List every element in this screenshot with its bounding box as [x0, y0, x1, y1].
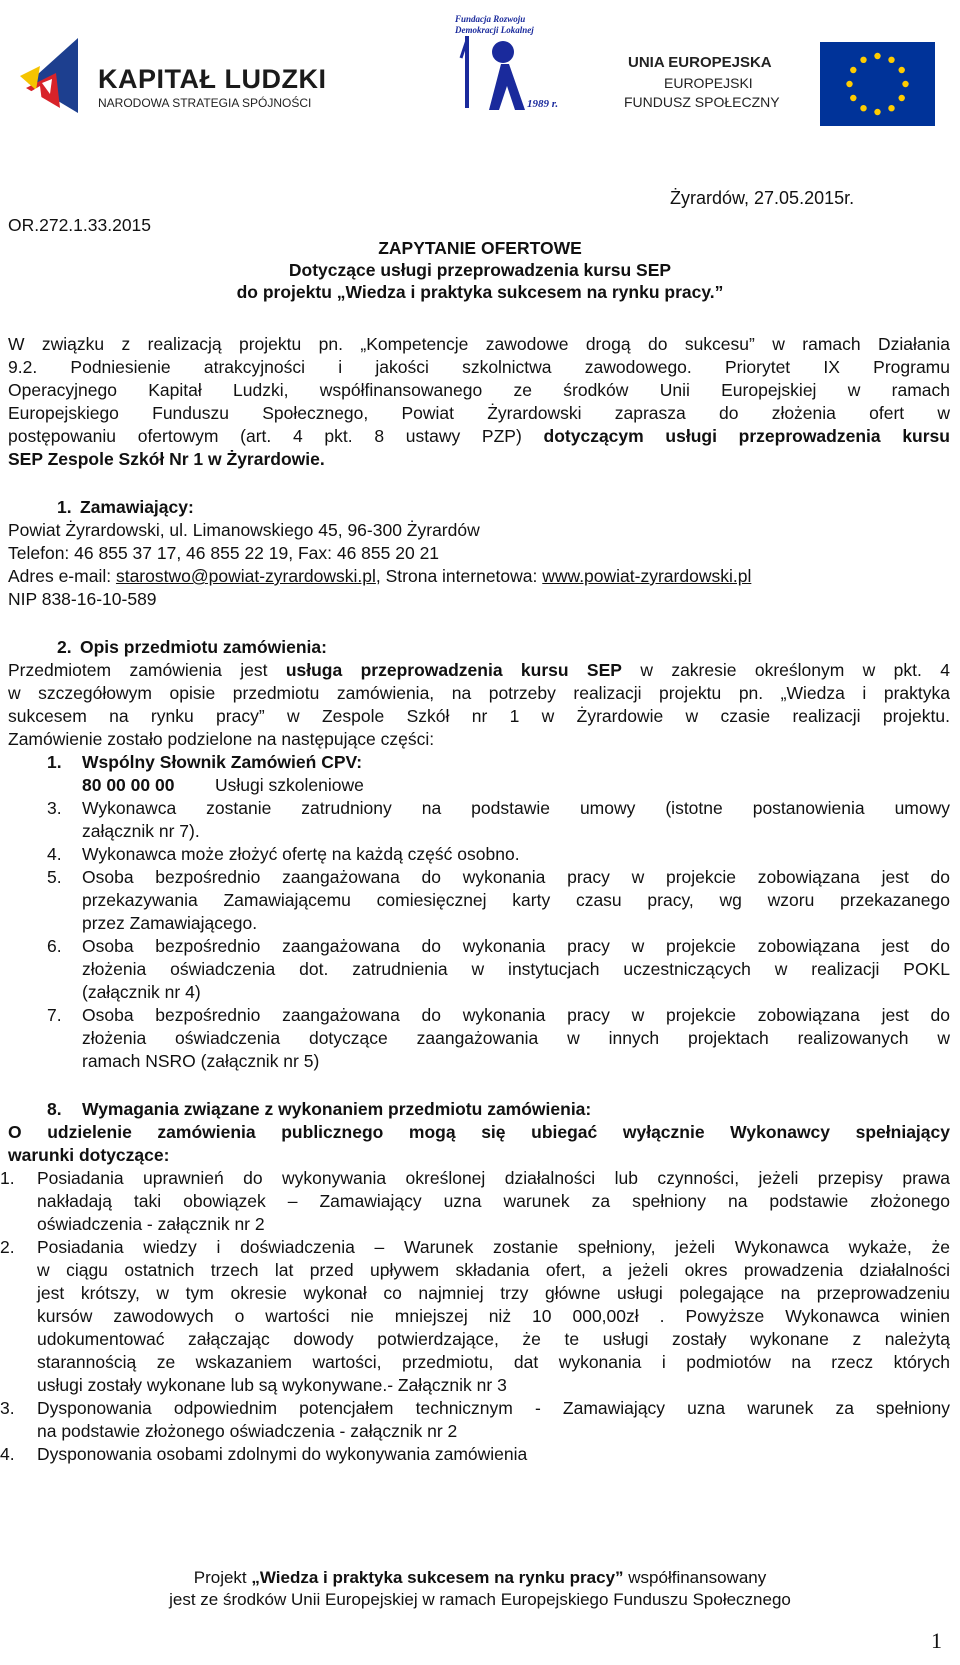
section-2-number: 2.	[57, 637, 72, 657]
frdl-line-2: Demokracji Lokalnej	[455, 25, 534, 35]
footer-text-a: Projekt	[193, 1568, 252, 1587]
document-subtitle: Dotyczące usługi przeprowadzenia kursu SEP	[288, 260, 672, 280]
list-item-line: (załącznik nr 4)	[82, 982, 201, 1002]
intro-line: Operacyjnego Kapitał Ludzki, współfinansowanego ze środków Unii Europejskiej w ramach	[8, 380, 950, 400]
section-2-line	[8, 659, 950, 681]
condition-number: 2.	[0, 1237, 15, 1257]
page-number: 1	[931, 1628, 942, 1653]
condition-line: w ciągu ostatnich trzech lat przed upływem składania ofert, a jeżeli okres prowadzenia działalności	[37, 1260, 950, 1280]
s2-text-c: w zakresie określonym w pkt. 4	[640, 660, 950, 680]
s2-text-a: Przedmiotem zamówienia jest	[8, 660, 268, 680]
list-item-line: złożenia oświadczenia dotyczące zaangażowania w innych projektach realizowanych w	[82, 1028, 950, 1048]
section-8-title: Wymagania związane z wykonaniem przedmiotu zamówienia:	[82, 1099, 592, 1119]
intro-line: 9.2. Podniesienie atrakcyjności i jakości szkolnictwa zawodowego. Priorytet IX Programu	[8, 357, 950, 377]
frdl-logo	[445, 10, 580, 128]
eu-line-1: UNIA EUROPEJSKA	[628, 54, 772, 71]
email-label: Adres e-mail:	[8, 566, 116, 586]
kapital-ludzki-title: KAPITAŁ LUDZKI	[98, 64, 327, 94]
email-link[interactable]: starostwo@powiat-zyrardowski.pl	[115, 566, 376, 586]
cpv-number: 1.	[47, 752, 62, 772]
section-8-number: 8.	[47, 1099, 62, 1119]
list-item-line: złożenia oświadczenia dot. zatrudnienia w instytucjach uczestniczących w realizacji POKL	[82, 959, 950, 979]
cpv-code: 80 00 00 00	[82, 775, 175, 795]
condition-line: Posiadania uprawnień do wykonywania określonej działalności lub czynności, jeżeli przepisy prawa	[37, 1168, 950, 1188]
cpv-description: Usługi szkoleniowe	[215, 775, 364, 795]
section-8-intro: O udzielenie zamówienia publicznego mogą się ubiegać wyłącznie Wykonawcy spełniający	[8, 1122, 950, 1142]
frdl-year: 1989 r.	[527, 98, 559, 110]
list-item-number: 7.	[47, 1005, 62, 1025]
list-item-line: Wykonawca może złożyć ofertę na każdą część osobno.	[82, 844, 520, 864]
zamawiajacy-address: Powiat Żyrardowski, ul. Limanowskiego 45, 96-300 Żyrardów	[8, 520, 480, 540]
section-1-number: 1.	[57, 497, 72, 517]
footer-project-name: „Wiedza i praktyka sukcesem na rynku pracy”	[251, 1568, 624, 1587]
condition-line: udokumentować załączając dowody potwierdzające, że te usługi zostały wykonane z należytą	[37, 1329, 950, 1349]
list-item-line: Wykonawca zostanie zatrudniony na podstawie umowy (istotne postanowienia umowy	[82, 798, 950, 818]
www-label: , Strona internetowa:	[375, 566, 543, 586]
condition-line: Dysponowania odpowiednim potencjałem technicznym - Zamawiający uzna warunek za spełniony	[37, 1398, 950, 1418]
condition-line: jest krótszy, w tym okresie wykonał co najmniej trzy główne usługi polegające na przeprowadzeniu	[37, 1283, 950, 1303]
condition-line: Posiadania wiedzy i doświadczenia – Warunek zostanie spełniony, jeżeli Wykonawca wykaże, że	[37, 1237, 950, 1257]
list-item-number: 5.	[47, 867, 62, 887]
section-8-intro-tail: warunki dotyczące:	[8, 1145, 170, 1165]
intro-tail: SEP Zespole Szkół Nr 1 w Żyrardowie.	[8, 449, 325, 469]
eu-efs-logo	[624, 28, 950, 138]
intro-last-bold: dotyczącym usługi przeprowadzenia kursu	[543, 426, 950, 446]
condition-line: usługi zostały wykonane lub są wykonywane.- Załącznik nr 3	[37, 1375, 507, 1395]
zamawiajacy-nip: NIP 838-16-10-589	[8, 589, 157, 609]
list-item-line: Osoba bezpośrednio zaangażowana do wykonania pracy w projekcie zobowiązana jest do	[82, 936, 950, 956]
place-date: Żyrardów, 27.05.2015r.	[670, 188, 855, 208]
list-item-line: przekazywania Zamawiającemu comiesięcznej karty czasu pracy, wg wzoru przekazanego	[82, 890, 950, 910]
condition-line: starannością ze wskazaniem wartości, przedmiotu, dat wykonania i podmiotów na rzecz których	[37, 1352, 950, 1372]
list-item-number: 4.	[47, 844, 62, 864]
frdl-figure-icon	[445, 10, 580, 128]
list-item-line: ramach NSRO (załącznik nr 5)	[82, 1051, 320, 1071]
document-project: do projektu „Wiedza i praktyka sukcesem na rynku pracy.”	[236, 282, 724, 302]
intro-last-plain: postępowaniu ofertowym (art. 4 pkt. 8 ustawy PZP)	[8, 426, 522, 446]
condition-line: na podstawie złożonego oświadczenia - załącznik nr 2	[37, 1421, 458, 1441]
section-2-line: Zamówienie zostało podzielone na następujące części:	[8, 729, 435, 749]
condition-line: kursów zawodowych o wartości nie mniejszej niż 10 000,00zł . Powyższe Wykonawca winien	[37, 1306, 950, 1326]
condition-number: 1.	[0, 1168, 15, 1188]
intro-line: Europejskiego Funduszu Społecznego, Powiat Żyrardowski zaprasza do złożenia ofert w	[8, 403, 950, 423]
list-item-line: Osoba bezpośrednio zaangażowana do wykonania pracy w projekcie zobowiązana jest do	[82, 1005, 950, 1025]
frdl-line-1: Fundacja Rozwoju	[455, 14, 526, 24]
footer-text-c: współfinansowany	[623, 1568, 767, 1587]
zamawiajacy-phone: Telefon: 46 855 37 17, 46 855 22 19, Fax: 46 855 20 21	[8, 543, 440, 563]
list-item-number: 3.	[47, 798, 62, 818]
condition-number: 4.	[0, 1444, 15, 1464]
list-item-number: 6.	[47, 936, 62, 956]
section-2-line: sukcesem na rynku pracy” w Zespole Szkół nr 1 w Żyrardowie w czasie realizacji projektu.	[8, 706, 950, 726]
intro-line: W związku z realizacją projektu pn. „Kompetencje zawodowe drogą do sukcesu” w ramach Działania	[8, 334, 950, 354]
s2-text-b: usługa przeprowadzenia kursu SEP	[285, 660, 622, 680]
eu-line-3: FUNDUSZ SPOŁECZNY	[624, 94, 780, 110]
reference-number: OR.272.1.33.2015	[8, 215, 152, 235]
condition-line: oświadczenia - załącznik nr 2	[37, 1214, 265, 1234]
list-item-line: załącznik nr 7).	[82, 821, 200, 841]
condition-number: 3.	[0, 1398, 15, 1418]
intro-line	[8, 425, 950, 447]
document-title: ZAPYTANIE OFERTOWE	[378, 238, 582, 258]
footer-line-2: jest ze środków Unii Europejskiej w ramach Europejskiego Funduszu Społecznego	[169, 1590, 791, 1609]
cpv-title: Wspólny Słownik Zamówień CPV:	[82, 752, 363, 772]
eu-line-2: EUROPEJSKI	[664, 75, 753, 91]
condition-line: nakładają taki obowiązek – Zamawiający uzna warunek za spełniony na podstawie złożonego	[37, 1191, 950, 1211]
eu-flag-icon	[820, 42, 935, 126]
kapital-ludzki-subtitle: NARODOWA STRATEGIA SPÓJNOŚCI	[98, 96, 312, 110]
section-1-title: Zamawiający:	[80, 497, 194, 517]
section-2-line: w szczegółowym opisie przedmiotu zamówienia, na potrzeby realizacji projektu pn. „Wiedza i praktyka	[8, 683, 950, 703]
zamawiajacy-contact	[8, 565, 751, 587]
kapital-ludzki-emblem-icon	[18, 28, 108, 118]
condition-line: Dysponowania osobami zdolnymi do wykonywania zamówienia	[37, 1444, 528, 1464]
list-item-line: przez Zamawiającego.	[82, 913, 258, 933]
footer-line-1	[0, 1567, 960, 1589]
kapital-ludzki-logo	[18, 28, 348, 118]
list-item-line: Osoba bezpośrednio zaangażowana do wykonania pracy w projekcie zobowiązana jest do	[82, 867, 950, 887]
website-link[interactable]: www.powiat-zyrardowski.pl	[542, 566, 752, 586]
section-2-title: Opis przedmiotu zamówienia:	[80, 637, 327, 657]
